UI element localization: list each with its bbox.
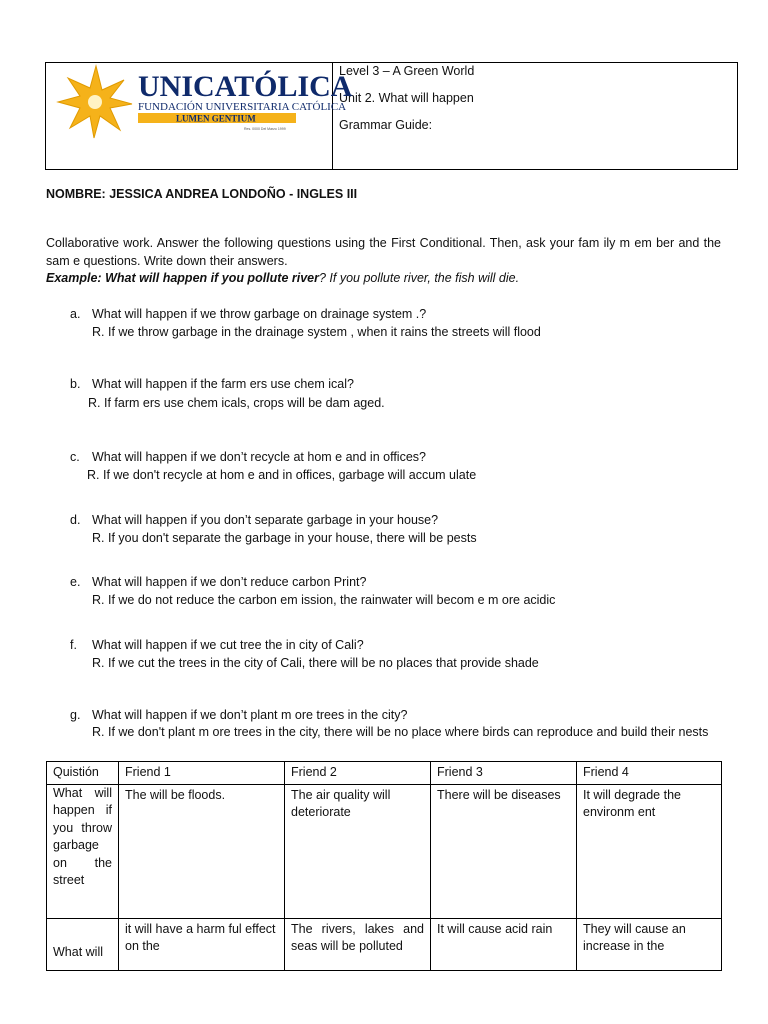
table-row <box>47 784 722 918</box>
unicatolica-logo <box>54 64 353 134</box>
table-header: Friend 4 <box>577 762 722 785</box>
answer-g: R. If we don't plant m ore trees in the city, there will be no place where birds can reproduce and build their nests <box>92 725 709 739</box>
header-table <box>45 62 738 170</box>
answer-text: R. If you don't separate the garbage in your house, there will be pests <box>92 531 477 545</box>
example-qmark: ? <box>318 271 326 285</box>
unit-title: Unit 2. What will happen <box>339 91 474 105</box>
example-label: Example: <box>46 271 102 285</box>
table-cell: There will be diseases <box>431 784 577 918</box>
question-text: What will happen if we don’t recycle at hom e and in offices? <box>92 450 426 464</box>
instructions: Collaborative work. Answer the following questions using the First Conditional. Then, ask your fam ily m em ber and the sam e questions. Write down their answers. <box>46 236 721 268</box>
table-header-row <box>47 762 722 785</box>
question-text: What will happen if we don’t reduce carbon Print? <box>92 575 367 589</box>
table-cell: What will happen if you throw garbage on the street <box>47 784 119 918</box>
question-text: What will happen if we cut tree the in city of Cali? <box>92 638 364 652</box>
logo-wordmark: UNICATÓLICA <box>138 70 353 103</box>
logo-fineprint: Res. 0000 Del Marzo 1999 <box>244 127 286 131</box>
table-header: Friend 2 <box>285 762 431 785</box>
question-letter: b. <box>70 377 81 391</box>
table-cell: They will cause an increase in the <box>577 918 722 970</box>
question-letter: d. <box>70 513 81 527</box>
star-icon <box>58 66 132 138</box>
logo-subtitle: FUNDACIÓN UNIVERSITARIA CATÓLICA <box>138 101 347 113</box>
question-letter: f. <box>70 638 77 652</box>
question-text: What will happen if the farm ers use chem ical? <box>92 377 354 391</box>
friends-table <box>46 761 722 971</box>
question-letter: a. <box>70 307 81 321</box>
question-letter: c. <box>70 450 80 464</box>
example-answer: If you pollute river, the fish will die. <box>325 271 520 285</box>
example-line <box>46 270 519 287</box>
question-letter: g. <box>70 708 81 722</box>
guide-title: Grammar Guide: <box>339 118 433 132</box>
question-letter: e. <box>70 575 81 589</box>
table-cell: What will <box>47 918 119 970</box>
question-text: What will happen if we throw garbage on drainage system .? <box>92 307 427 321</box>
logo-motto: LUMEN GENTIUM <box>176 113 256 124</box>
level-title: Level 3 – A Green World <box>339 64 475 78</box>
table-cell: The air quality will deteriorate <box>285 784 431 918</box>
answer-text: R. If we throw garbage in the drainage system , when it rains the streets will flood <box>92 325 541 339</box>
answer-text: R. If we don't recycle at hom e and in offices, garbage will accum ulate <box>87 468 477 482</box>
table-row <box>47 918 722 970</box>
answer-text: R. If we do not reduce the carbon em ission, the rainwater will becom e m ore acidic <box>92 593 556 607</box>
table-cell: The will be floods. <box>119 784 285 918</box>
question-text: What will happen if you don’t separate garbage in your house? <box>92 513 439 527</box>
table-cell: It will cause acid rain <box>431 918 577 970</box>
info-cell <box>333 63 737 169</box>
table-cell: it will have a harm ful effect on the <box>119 918 285 970</box>
student-name: NOMBRE: JESSICA ANDREA LONDOÑO - INGLES III <box>46 187 358 201</box>
table-cell: The rivers, lakes and seas will be polluted <box>285 918 431 970</box>
answer-text: R. If we cut the trees in the city of Cali, there will be no places that provide shade <box>92 656 539 670</box>
table-cell: It will degrade the environm ent <box>577 784 722 918</box>
table-header: Quistión <box>47 762 119 785</box>
question-text: What will happen if we don’t plant m ore trees in the city? <box>92 708 408 722</box>
logo-cell <box>46 63 353 169</box>
example-question: What will happen if you pollute river <box>105 271 319 285</box>
table-header: Friend 3 <box>431 762 577 785</box>
answer-text: R. If farm ers use chem icals, crops will be dam aged. <box>88 396 385 410</box>
table-header: Friend 1 <box>119 762 285 785</box>
